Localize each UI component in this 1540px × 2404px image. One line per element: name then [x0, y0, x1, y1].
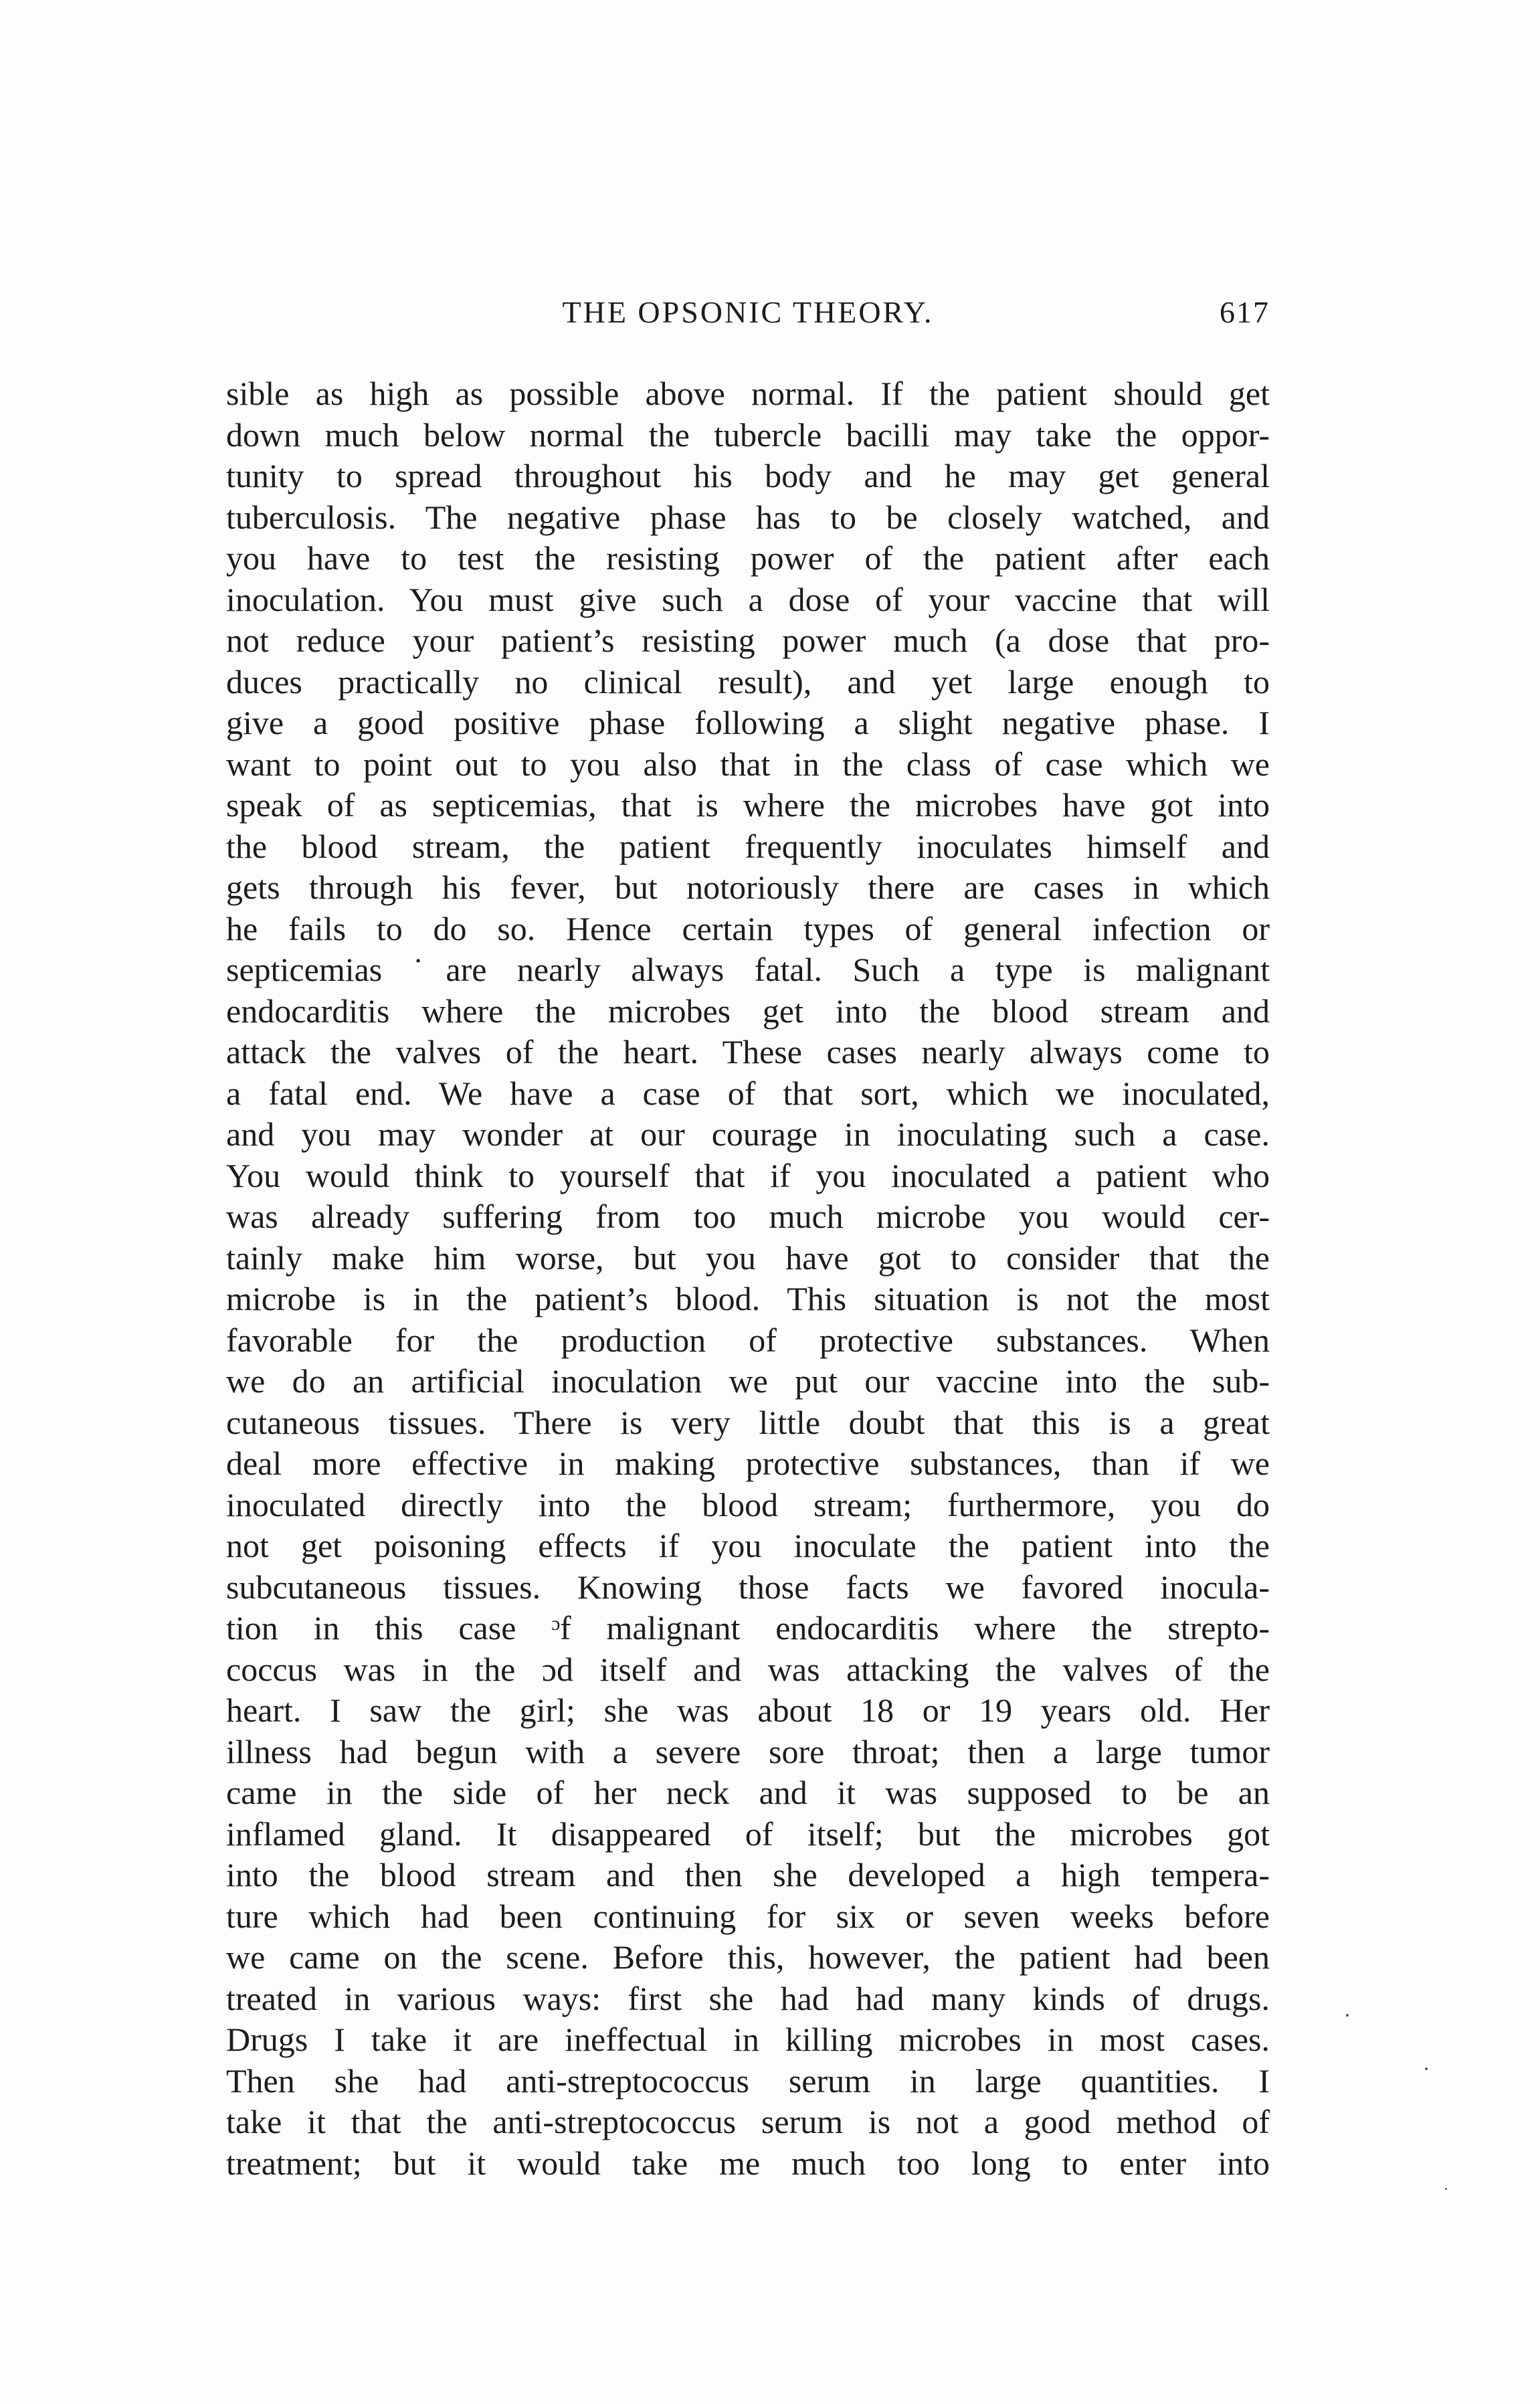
text-line: inoculated directly into the blood stream; furthermore, you do [226, 1485, 1270, 1523]
page-number: 617 [1220, 295, 1270, 329]
text-line: tion in this case ᵓf malignant endocarditis where the strepto- [226, 1609, 1270, 1647]
text-line: sible as high as possible above normal. If the patient should get [226, 375, 1270, 412]
text-line: we do an artificial inoculation we put our vaccine into the sub- [226, 1362, 1270, 1400]
text-line: a fatal end. We have a case of that sort, which we inoculated, [226, 1074, 1270, 1112]
text-line: he fails to do so. Hence certain types of general infection or [226, 909, 1270, 947]
text-line: came in the side of her neck and it was supposed to be an [226, 1774, 1270, 1811]
text-line: favorable for the production of protective substances. When [226, 1321, 1270, 1359]
text-line: gets through his fever, but notoriously there are cases in which [226, 868, 1270, 906]
text-line: into the blood stream and then she developed a high tempera- [226, 1856, 1270, 1893]
text-line: subcutaneous tissues. Knowing those facts we favored inocula- [226, 1568, 1270, 1606]
running-title: THE OPSONIC THEORY. [562, 295, 934, 329]
text-line: tuberculosis. The negative phase has to be closely watched, and [226, 498, 1270, 536]
text-line: was already suffering from too much microbe you would cer- [226, 1198, 1270, 1235]
text-line: the blood stream, the patient frequently inoculates himself and [226, 827, 1270, 865]
text-line: you have to test the resisting power of the patient after each [226, 539, 1270, 577]
text-line: want to point out to you also that in the class of case which we [226, 745, 1270, 783]
text-line: treated in various ways: first she had had many kinds of drugs. [226, 1979, 1270, 2017]
text-line: speak of as septicemias, that is where the microbes have got into [226, 786, 1270, 824]
text-line: not reduce your patient’s resisting power much (a dose that pro- [226, 622, 1270, 659]
text-line: coccus was in the ɔd itself and was attacking the valves of the [226, 1650, 1270, 1688]
text-line: duces practically no clinical result), and yet large enough to [226, 662, 1270, 701]
text-line: inoculation. You must give such a dose of your vaccine that will [226, 580, 1270, 618]
text-line: tainly make him worse, but you have got to consider that the [226, 1238, 1270, 1277]
text-line: illness had begun with a severe sore throat; then a large tumor [226, 1732, 1270, 1770]
text-line: attack the valves of the heart. These cases nearly always come to [226, 1033, 1270, 1071]
text-line: heart. I saw the girl; she was about 18 or 19 years old. Her [226, 1691, 1270, 1729]
text-line: take it that the anti-streptococcus serum is not a good method of [226, 2103, 1270, 2140]
text-line: deal more effective in making protective substances, than if we [226, 1445, 1270, 1482]
text-line: ture which had been continuing for six or seven weeks before [226, 1897, 1270, 1935]
text-line: down much below normal the tubercle bacilli may take the oppor- [226, 415, 1270, 454]
text-line: You would think to yourself that if you inoculated a patient who [226, 1156, 1270, 1194]
text-line: and you may wonder at our courage in inoculating such a case. [226, 1115, 1270, 1153]
body-text [226, 373, 1270, 2184]
scan-speck [1346, 2014, 1349, 2017]
text-line: we came on the scene. Before this, however, the patient had been [226, 1938, 1270, 1976]
text-line: inflamed gland. It disappeared of itself; but the microbes got [226, 1815, 1270, 1853]
text-line: endocarditis where the microbes get into the blood stream and [226, 992, 1270, 1030]
text-line: treatment; but it would take me much too long to enter into [226, 2144, 1270, 2182]
scan-speck [1425, 2067, 1428, 2070]
text-line: septicemias ˙are nearly always fatal. Such a type is malignant [226, 951, 1270, 988]
scan-speck [1445, 2188, 1447, 2190]
text-line: microbe is in the patient’s blood. This situation is not the most [226, 1280, 1270, 1317]
text-line: cutaneous tissues. There is very little doubt that this is a great [226, 1403, 1270, 1441]
text-line: Drugs I take it are ineffectual in killing microbes in most cases. [226, 2021, 1270, 2058]
running-head [226, 289, 1270, 336]
text-line: Then she had anti-streptococcus serum in large quantities. I [226, 2061, 1270, 2100]
text-line: not get poisoning effects if you inoculate the patient into the [226, 1527, 1270, 1564]
text-line: tunity to spread throughout his body and he may get general [226, 457, 1270, 494]
text-line: give a good positive phase following a slight negative phase. I [226, 704, 1270, 741]
